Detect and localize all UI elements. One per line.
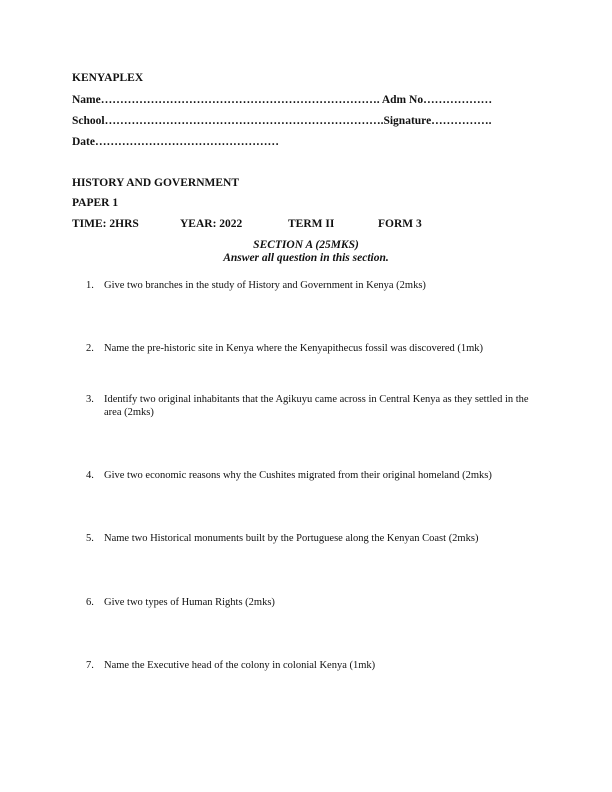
question-text: Give two branches in the study of History and Government in Kenya (2mks): [104, 280, 426, 291]
question-number: 3.: [86, 394, 94, 405]
paper-number: PAPER 1: [72, 197, 119, 209]
school-signature-line: School……………………………………………………………….Signature…………….: [72, 115, 492, 127]
exam-year: YEAR: 2022: [180, 218, 243, 230]
exam-form: FORM 3: [378, 218, 422, 230]
question-text: Name the Executive head of the colony in colonial Kenya (1mk): [104, 660, 376, 671]
question-number: 2.: [86, 343, 94, 354]
question-text: Name the pre-historic site in Kenya where the Kenyapithecus fossil was discovered (1mk): [104, 343, 484, 354]
question-number: 4.: [86, 470, 94, 481]
subject-title: HISTORY AND GOVERNMENT: [72, 177, 240, 189]
section-instruction: Answer all question in this section.: [223, 252, 389, 264]
question-text: Name two Historical monuments built by the Portuguese along the Kenyan Coast (2mks): [104, 533, 479, 544]
school-name: KENYAPLEX: [72, 72, 144, 84]
question-text: Identify two original inhabitants that the Agikuyu came across in Central Kenya as they settled in the area (2mks): [104, 394, 529, 418]
question-number: 6.: [86, 597, 94, 608]
question-text: Give two types of Human Rights (2mks): [104, 597, 275, 608]
name-adm-line: Name………………………………………………………………. Adm No………………: [72, 94, 493, 106]
question-text: Give two economic reasons why the Cushites migrated from their original homeland (2mks): [104, 470, 492, 481]
section-header: [0, 239, 612, 265]
exam-term: TERM II: [288, 218, 335, 230]
section-title: SECTION A (25MKS): [253, 239, 359, 251]
exam-time: TIME: 2HRS: [72, 218, 139, 230]
date-line: Date…………………………………………: [72, 136, 279, 148]
question-number: 5.: [86, 533, 94, 544]
question-number: 1.: [86, 280, 94, 291]
question-number: 7.: [86, 660, 94, 671]
